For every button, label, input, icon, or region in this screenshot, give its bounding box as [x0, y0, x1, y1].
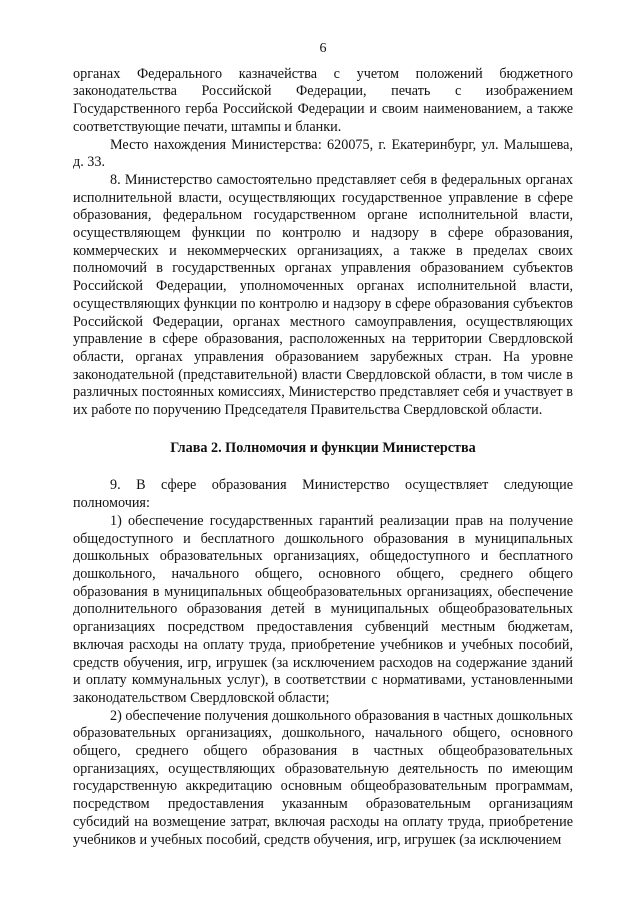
paragraph-location: Место нахождения Министерства: 620075, г. Екатеринбург, ул. Малышева, д. 33. — [73, 136, 573, 171]
paragraph-subitem-1: 1) обеспечение государственных гарантий реализации прав на получение общедоступного и бесплатного дошкольного образования в муниципальных дошкольных образовательных организациях, общедоступного и бесплатного дошкольного, начального общего, основного общего, среднего общего образования в муниципальных общеобразовательных организациях, обеспечение дополнительного образования детей в муниципальных общеобразовательных организациях посредством предоставления субвенций местным бюджетам, включая расходы на оплату труда, приобретение учебников и учебных пособий, средств обучения, игр, игрушек (за исключением расходов на содержание зданий и оплату коммунальных услуг), в соответствии с нормативами, установленными законодательством Свердловской области; — [73, 512, 573, 706]
paragraph-item-9: 9. В сфере образования Министерство осуществляет следующие полномочия: — [73, 477, 573, 512]
document-page — [73, 40, 573, 849]
chapter-heading: Глава 2. Полномочия и функции Министерства — [170, 439, 476, 456]
paragraph-subitem-2: 2) обеспечение получения дошкольного образования в частных дошкольных образовательных организациях, дошкольного, начального общего, основного общего, среднего общего образования в частных общеобразовательных организациях, осуществляющих образовательную деятельность по имеющим государственную аккредитацию основным общеобразовательным программам, посредством предоставления указанным образовательным организациям субсидий на возмещение затрат, включая расходы на оплату труда, приобретение учебников и учебных пособий, средств обучения, игр, игрушек (за исключением — [73, 707, 573, 848]
paragraph-item-8: 8. Министерство самостоятельно представляет себя в федеральных органах исполнительной власти, осуществляющих государственное управление в сфере образования, федеральном государственном органе исполнительной власти, осуществляющем функции по контролю и надзору в сфере образования, коммерческих и некоммерческих организациях, а также в пределах своих полномочий в государственных органах управления образованием субъектов Российской Федерации, уполномоченных органах исполнительной власти, осуществляющих функции по контролю и надзору в сфере образования субъектов Российской Федерации, органах местного самоуправления, осуществляющих управление в сфере образования, расположенных на территории Свердловской области, органах управления образованием зарубежных стран. На уровне законодательной (представительной) власти Свердловской области, в том числе в различных постоянных комиссиях, Министерство представляет себя и участвует в их работе по поручению Председателя Правительства Свердловской области. — [73, 171, 573, 419]
paragraph-seal-and-stamps: органах Федерального казначейства с учетом положений бюджетного законодательства Российской Федерации, печать с изображением Государственного герба Российской Федерации и своим наименованием, а также соответствующие печати, штампы и бланки. — [73, 65, 573, 135]
page-number: 6 — [319, 41, 327, 56]
